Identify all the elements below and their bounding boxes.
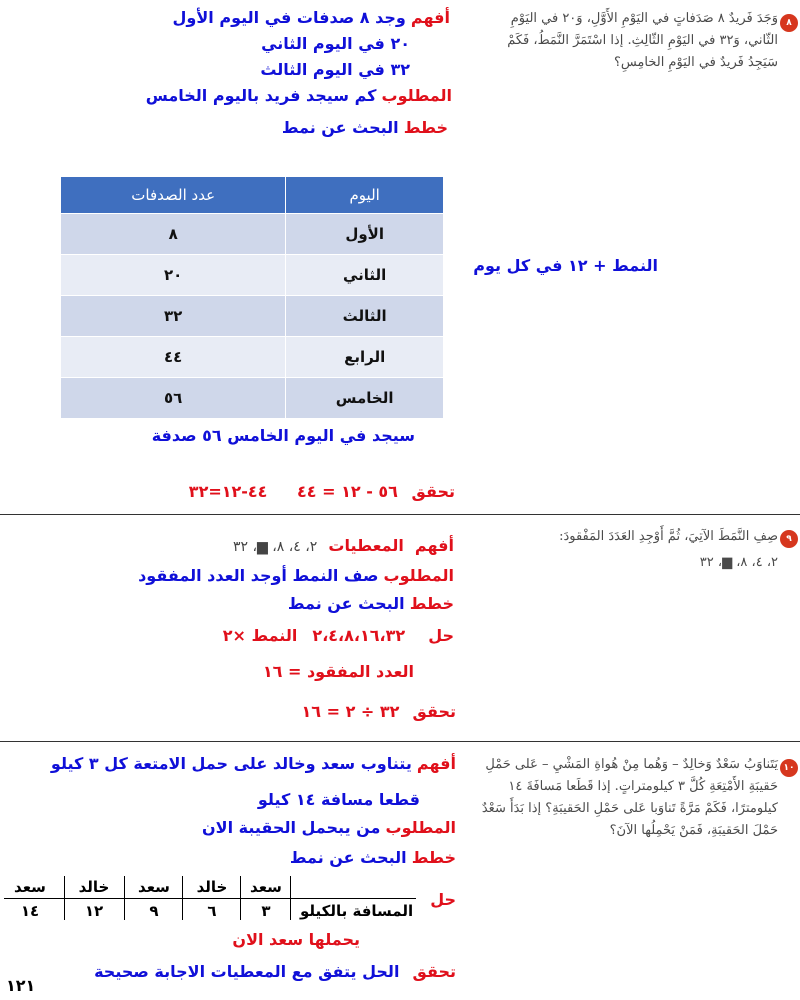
check-label: تحقق xyxy=(412,962,456,981)
check-label: تحقق xyxy=(411,482,455,501)
question-text: صِفِ النَّمَطَ الآتِيَ، ثُمَّ أَوْجِدِ العَدَدَ المَفْقودَ: xyxy=(559,529,778,544)
table-cell-day: الرابع xyxy=(286,337,444,378)
understand-text: يتناوب سعد وخالد على حمل الامتعة كل ٣ كيلو xyxy=(50,754,412,773)
check-line xyxy=(302,702,457,721)
understand-line-2: قطعا مسافة ١٤ كيلو xyxy=(257,790,420,809)
table-row xyxy=(61,255,444,296)
table-row xyxy=(61,378,444,419)
check-expr-1: ٥٦ - ١٢ = ٤٤ xyxy=(297,482,398,501)
table-cell-day: الخامس xyxy=(286,378,444,419)
table-cell-count: ٣٢ xyxy=(61,296,286,337)
table-cell-count: ٨ xyxy=(61,214,286,255)
required-line xyxy=(202,818,456,837)
plan-text: البحث عن نمط xyxy=(287,594,405,613)
table-cell-count: ٥٦ xyxy=(61,378,286,419)
grid-value-cell: ٣ xyxy=(261,902,271,920)
check-text: ٣٢ ÷ ٢ = ١٦ xyxy=(301,702,400,721)
problem-number-badge: ٩ xyxy=(780,530,798,548)
table-cell-count: ٢٠ xyxy=(61,255,286,296)
required-line xyxy=(138,566,454,585)
problem-number-badge: ٨ xyxy=(780,14,798,32)
grid-name-cell: خالد xyxy=(196,878,228,896)
table-cell-day: الأول xyxy=(286,214,444,255)
grid-name-cell: سعد xyxy=(250,878,282,896)
understand-label: أفهم xyxy=(416,754,456,773)
solve-sequence: ٢،٤،٨،١٦،٣٢ xyxy=(312,626,406,645)
problem-number-badge: ١٠ xyxy=(780,759,798,777)
table-header-row xyxy=(61,177,444,214)
plan-line xyxy=(282,118,448,137)
grid-line xyxy=(124,876,125,920)
table-cell-day: الثاني xyxy=(286,255,444,296)
required-line xyxy=(146,86,452,105)
table-row xyxy=(61,337,444,378)
plan-line xyxy=(290,848,456,867)
check-label: تحقق xyxy=(412,702,456,721)
check-line xyxy=(189,482,455,501)
table-cell-count: ٤٤ xyxy=(61,337,286,378)
check-line xyxy=(94,962,456,981)
table-cell-day: الثالث xyxy=(286,296,444,337)
answer-text: سيجد في اليوم الخامس ٥٦ صدفة xyxy=(151,426,415,445)
shells-table xyxy=(60,176,444,419)
missing-number: العدد المفقود = ١٦ xyxy=(262,662,414,681)
plan-text: البحث عن نمط xyxy=(281,118,399,137)
plan-label: خطط xyxy=(411,848,456,867)
table-header-count: عدد الصدفات xyxy=(61,177,286,214)
table-row xyxy=(61,296,444,337)
understand-line-1 xyxy=(51,754,456,773)
section-divider xyxy=(0,514,800,515)
givens-label: المعطيات xyxy=(328,536,404,555)
grid-line xyxy=(182,876,183,920)
understand-label: أفهم xyxy=(414,536,454,555)
grid-line xyxy=(290,876,291,920)
page-number: ١٢١ xyxy=(6,976,36,995)
check-expr-2: ٤٤-١٢=٣٢ xyxy=(188,482,268,501)
understand-line-2: ٢٠ في اليوم الثاني xyxy=(261,34,410,53)
required-label: المطلوب xyxy=(381,86,452,105)
solve-line xyxy=(223,626,454,645)
question-text: وَجَدَ فَريدٌ ٨ صَدَفاتٍ في اليَوْمِ الأَوَّلِ، وَ٢٠ في اليَوْمِ الثّاني، وَ٣٢ في اليَوْمِ الثّالِثِ. إذا اسْتَمَرَّ النَّمَطُ، فَكَمْ سَيَجِدُ فَريدٌ في اليَوْمِ الخامِسِ؟ xyxy=(507,11,778,70)
solve-label: حل xyxy=(428,626,454,645)
grid-row-label: المسافة بالكيلو xyxy=(300,902,414,920)
plan-label: خطط xyxy=(403,118,448,137)
grid-value-cell: ٩ xyxy=(149,902,159,920)
givens-text: ٢، ٤، ٨، ▆، ٣٢ xyxy=(232,539,318,555)
question-sequence: ٢، ٤، ٨، ▆، ٣٢ xyxy=(699,555,778,570)
grid-value-cell: ٦ xyxy=(207,902,217,920)
understand-text: وجد ٨ صدفات في اليوم الأول xyxy=(172,8,406,27)
grid-line xyxy=(64,876,65,920)
plan-label: خطط xyxy=(409,594,454,613)
table-header-day: اليوم xyxy=(286,177,444,214)
grid-line xyxy=(240,876,241,920)
grid-line xyxy=(4,898,416,899)
grid-name-cell: سعد xyxy=(138,878,170,896)
required-text: كم سيجد فريد باليوم الخامس xyxy=(145,86,377,105)
givens-line xyxy=(233,536,454,555)
grid-name-cell: سعد xyxy=(14,878,46,896)
pattern-note: النمط + ١٢ في كل يوم xyxy=(473,256,658,275)
grid-value-cell: ١٤ xyxy=(20,902,40,920)
solve-pattern: النمط ×٢ xyxy=(222,626,298,645)
understand-line-3: ٣٢ في اليوم الثالث xyxy=(260,60,410,79)
plan-text: البحث عن نمط xyxy=(289,848,407,867)
plan-line xyxy=(288,594,454,613)
section-divider xyxy=(0,741,800,742)
required-text: من يبحمل الحقيبة الان xyxy=(202,818,381,837)
question-text: يَتَناوَبُ سَعْدٌ وَخالِدٌ – وَهُما مِنْ هُواةِ المَشْيِ – عَلى حَمْلِ حَقيبَةِ الأَمْتِعَةِ كُلَّ ٣ كيلومتراتٍ. إذا قَطَعا مَسافَةَ ١٤ كيلومترًا، فَكَمْ مَرَّةً تَناوَبا عَلى حَمْلِ الحَقيبَةِ؟ إذا بَدَأَ سَعْدٌ حَمْلَ الحَقيبَةِ، فَمَنْ يَحْمِلُها الآنَ؟ xyxy=(481,757,778,838)
grid-result: يحملها سعد الان xyxy=(232,930,360,949)
solve-label: حل xyxy=(430,890,456,909)
grid-name-cell: خالد xyxy=(78,878,110,896)
check-text: الحل يتفق مع المعطيات الاجابة صحيحة xyxy=(94,962,400,981)
required-text: صف النمط أوجد العدد المفقود xyxy=(138,566,379,585)
table-row xyxy=(61,214,444,255)
understand-line-1 xyxy=(173,8,450,27)
required-label: المطلوب xyxy=(383,566,454,585)
grid-value-cell: ١٢ xyxy=(84,902,104,920)
required-label: المطلوب xyxy=(385,818,456,837)
understand-label: أفهم xyxy=(410,8,450,27)
